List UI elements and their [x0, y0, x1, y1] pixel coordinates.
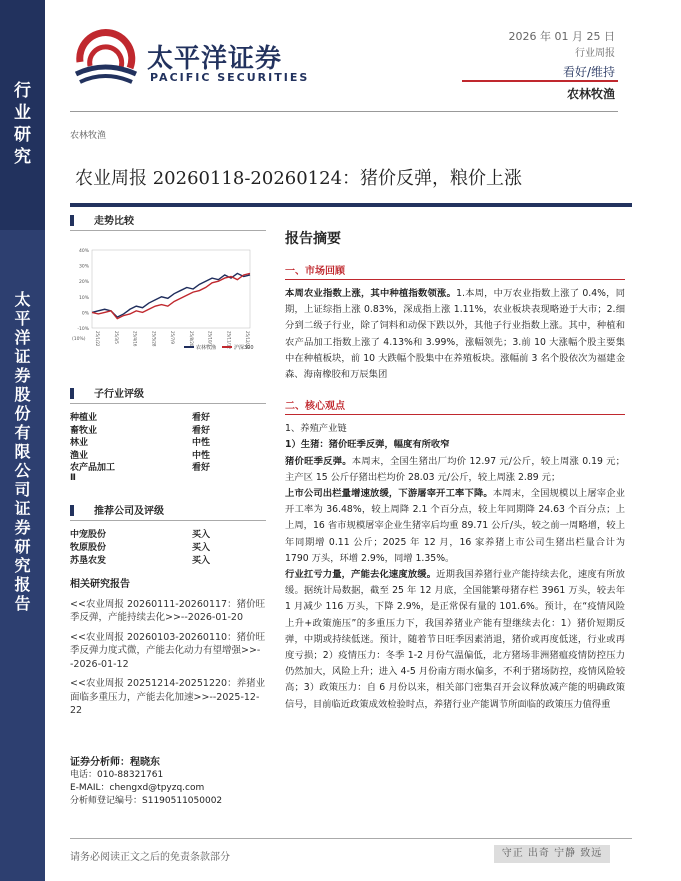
x-tick-label: 25/5/28 — [151, 331, 157, 347]
y-tick-label: 30% — [78, 264, 89, 270]
rating-row-name: Ⅱ — [70, 472, 76, 483]
x-tick-label: 25/4/16 — [132, 331, 138, 347]
section-core-view: 二、核心观点 — [285, 401, 345, 413]
report-type: 行业周报 — [575, 48, 615, 59]
trend-title: 走势比较 — [94, 216, 134, 227]
report-date: 2026 年 01 月 25 日 — [508, 30, 615, 43]
rating-row-name: 畜牧业 — [70, 425, 98, 436]
series-line — [92, 273, 250, 317]
rating-row-value: 中性 — [192, 450, 211, 461]
x-tick-label: 25/1/22 — [95, 331, 100, 347]
footer-motto: 守正 出奇 宁静 致远 — [494, 845, 610, 863]
rating-row-value: 看好 — [192, 413, 211, 423]
related-title: 相关研究报告 — [70, 579, 130, 590]
sidebar-label-company: 太 平 洋 证 券 股 份 有 限 公 司 证 券 研 究 报 告 — [14, 290, 31, 613]
rating-row-name: 苏垦农发 — [70, 556, 107, 566]
logo-text-en: PACIFIC SECURITIES — [150, 71, 310, 84]
x-tick-label: 25/10/1 — [207, 331, 213, 347]
related-link[interactable]: <<农业周报 20260103-20260110：猪价旺季反弹力度式微，产能去化动力有望增强>>--2026-01-12 — [70, 631, 266, 670]
sub-rating-table — [70, 410, 266, 485]
x-tick-label: 25/3/5 — [113, 331, 119, 344]
rating-row — [70, 460, 266, 473]
analyst-license: 分析师登记编号：S1190511050002 — [70, 796, 223, 806]
logo-text-cn: 太平洋证券 — [147, 44, 283, 74]
footer-disclaimer: 请务必阅读正文之后的免责条款部分 — [70, 852, 230, 863]
x-tick-label: 25/11/12 — [226, 331, 232, 349]
pacific-logo-icon — [70, 22, 140, 92]
industry-name: 农林牧渔 — [566, 87, 615, 101]
rating-row-name: 中宠股份 — [70, 530, 107, 540]
x-tick-label: 25/7/9 — [170, 331, 175, 344]
related-link[interactable]: <<农业周报 20260111-20260117：猪价旺季反弹，产能持续去化>>--2026-01-20 — [70, 598, 266, 623]
section-rule — [285, 279, 625, 280]
rating-row-value: 买入 — [192, 530, 211, 540]
y-tick-label: 10% — [78, 295, 89, 301]
rating-row-value: 中性 — [192, 438, 211, 448]
slaughter-text: 上市公司出栏量增速放缓，下游屠宰开工率下降。本周末，全国规模以上屠宰企业开工率为 36.48%，较上周降 2.1 个百分点，较上年同期降 24.63 个百分点；上上周，16 省市规模屠宰企业生猪宰后均重 89.71 公斤/头，较之前一周略增，较上年同期增 0.11 公斤；2025 年 12 月，16 家养猪上市公司生猪出栏量合计为 1790 万头，环增 2.9%，同增 1.35%。 — [285, 488, 625, 564]
breadcrumb: 农林牧渔 — [70, 131, 107, 141]
rec-title: 推荐公司及评级 — [94, 506, 164, 517]
x-tick-label: 25/8/20 — [188, 331, 194, 347]
trend-section-header — [70, 212, 266, 232]
abstract-column — [285, 222, 625, 713]
sub-rating-section-header — [70, 385, 266, 405]
rating-row — [70, 423, 266, 436]
y-tick-label: -10% — [77, 327, 89, 332]
hog-price-text: 猪价旺季反弹。本周末，全国生猪出厂均价 12.97 元/公斤，较上周涨 0.19 元；主产区 15 公斤仔猪出栏均价 28.03 元/公斤，较上周涨 2.89 元； — [285, 455, 625, 483]
rating-row-value: 看好 — [192, 463, 211, 473]
rec-section-header — [70, 502, 266, 522]
core-view-sub2: 1）生猪：猪价旺季反弹，幅度有所收窄 — [285, 439, 450, 451]
header-divider — [70, 111, 618, 112]
rating-row — [70, 553, 266, 566]
analyst-phone: 电话：010-88321761 — [70, 770, 164, 780]
rating-row-name: 种植业 — [70, 413, 98, 423]
related-link[interactable]: <<农业周报 20251214-20251220：养猪业面临多重压力，产能去化加速>>--2025-12-22 — [70, 678, 266, 716]
analyst-name: 证券分析师：程晓东 — [70, 757, 160, 768]
page-title: 农业周报 20260118-20260124：猪价反弹，粮价上涨 — [75, 168, 523, 189]
rating-row-name: 林业 — [70, 438, 89, 448]
legend-label: 沪深300 — [234, 345, 254, 351]
rating-row — [70, 527, 266, 540]
market-review-text: 本周农业指数上涨，其中种植指数领涨。1.本周，中万农业指数上涨了 0.4%，同期，上证综指上涨 0.83%，深成指上涨 1.11%，农业板块表现略逊于大市；2.细分到二级子行业，除了饲料和动保下跌以外，其他子行业指数上涨。其中，种植和农产品加工指数上涨了 4.13%和 3.99%，涨幅领先；3.前 10 大涨幅个股主要集中在种植板块，前 10 大跌幅个股集中在养殖板块。涨幅前 3 名个股依次为福建金森、海南橡胶和万辰集团 — [285, 288, 625, 381]
capacity-text: 行业扛亏力量，产能去化速度放缓。近期我国养猪行业产能持续去化，速度有所放缓。据统计局数据，截至 25 年 12 月底，全国能繁母猪存栏 3961 万头，较去年 1 月减少 116 万头，下降 2.9%，是正常保有量的 101.6%。预计，在“疫情风险上升+政策施压”的多重压力下，我国养猪业产能有望继续去化：1）猪价短期反弹，中期或持续低迷。预计，随着节日旺季因素消退，猪价或再度低迷，行业或再度亏损；2）疫情压力：冬季 1-2 月份气温偏低，北方猪场非洲猪瘟疫情防控压力仍然加大，风险上升；进入 4-5 月份南方雨水偏多，不利于猪场防控，疫情风险较高；3）政策压力：自 6 月份以来，相关部门密集召开会议释放减产能的明确政策信号，目前临近政策成效检验时点，养猪行业产能调节所面临的政策压力值得重 — [285, 569, 625, 710]
rating-row-value: 买入 — [192, 543, 211, 553]
rating-row — [70, 435, 266, 448]
industry-rating: 看好/维持 — [562, 65, 615, 79]
section-market-review: 一、市场回顾 — [285, 266, 345, 277]
core-view-sub1: 1、养殖产业链 — [285, 423, 347, 435]
related-reports — [70, 578, 266, 724]
rating-row — [70, 473, 266, 486]
rating-underline — [462, 80, 618, 82]
y-tick-label: 40% — [78, 249, 89, 254]
legend-label: 农林牧渔 — [196, 345, 217, 351]
x-tick-label: 25/12/24 — [245, 331, 250, 349]
rating-row-name: 牧原股份 — [70, 543, 107, 553]
rating-row-value: 看好 — [192, 425, 211, 436]
footer-divider — [70, 838, 632, 839]
rating-row-name: 农产品加工 — [70, 463, 116, 473]
abstract-title: 报告摘要 — [285, 231, 341, 247]
sub-rating-title: 子行业评级 — [94, 389, 144, 400]
rating-row — [70, 448, 266, 461]
y-tick-label: 20% — [78, 280, 89, 286]
rating-row — [70, 540, 266, 553]
rating-row-name: 渔业 — [70, 450, 89, 461]
rating-row-value: 买入 — [192, 556, 211, 566]
analyst-info — [70, 756, 266, 808]
section-rule — [285, 414, 625, 415]
rec-table — [70, 527, 266, 566]
rating-row — [70, 410, 266, 423]
sidebar-label-research: 行 业 研 究 — [14, 81, 31, 167]
y-tick-label: 0% — [81, 311, 89, 317]
analyst-email[interactable]: E-MAIL：chengxd@tpyzq.com — [70, 783, 205, 793]
title-divider — [70, 203, 632, 207]
y-tick-label: (10%) — [72, 337, 86, 342]
trend-chart — [70, 244, 266, 356]
